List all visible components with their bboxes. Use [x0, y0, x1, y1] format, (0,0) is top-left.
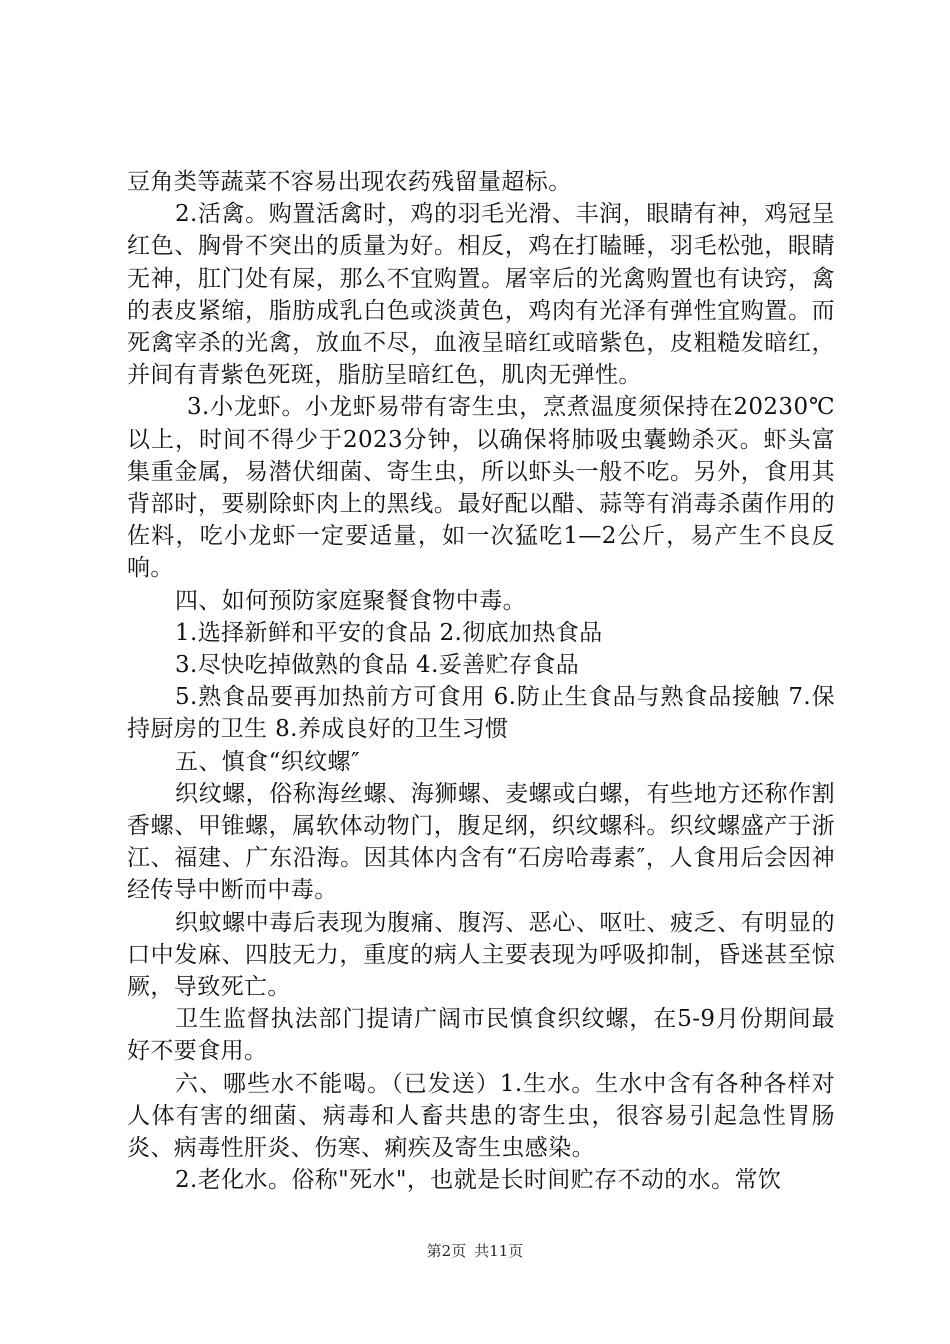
- heading-nassarius: 五、慎食“织纹螺″: [175, 748, 360, 775]
- paragraph-aged-water: 2.老化水。俗称"死水"，也就是长时间贮存不动的水。常饮: [175, 1167, 782, 1194]
- list-line-2: 3.尽快吃掉做熟的食品 4.妥善贮存食品: [175, 652, 580, 679]
- list-line-1: 1.选择新鲜和平安的食品 2.彻底加热食品: [175, 619, 603, 646]
- paragraph-live-poultry: 2.活禽。购置活禽时，鸡的羽毛光滑、丰润，眼睛有神，鸡冠呈红色、胸骨不突出的质量为好。相反，鸡在打瞌睡，羽毛松弛，眼睛无神，肛门处有屎，那么不宜购置。屠宰后的光禽购置也有诀窍，禽的表皮紧缩，脂肪成乳白色或淡黄色，鸡肉有光泽有弹性宜购置。而死禽宰杀的光禽，放血不尽，血液呈暗红或暗紫色，皮粗糙发暗红，并间有青紫色死斑，脂肪呈暗红色，肌肉无弹性。: [127, 201, 835, 389]
- paragraph-vegetables-end: 豆角类等蔬菜不容易出现农药残留量超标。: [127, 169, 572, 195]
- document-body: [127, 166, 835, 1197]
- paragraph-nassarius-advice: 卫生监督执法部门提请广阔市民慎食织纹螺，在5-9月份期间最好不要食用。: [127, 1006, 835, 1065]
- paragraph-nassarius-symptoms: 织蚊螺中毒后表现为腹痛、腹泻、恶心、呕吐、疲乏、有明显的口中发麻、四肢无力，重度的病人主要表现为呼吸抑制，昏迷甚至惊厥，导致死亡。: [127, 909, 835, 1001]
- paragraph-crayfish: 3.小龙虾。小龙虾易带有寄生虫，烹煮温度须保持在20230℃以上，时间不得少于2023分钟，以确保将肺吸虫囊蚴杀灭。虾头富集重金属，易潜伏细菌、寄生虫，所以虾头一般不吃。另外，食用其背部时，要剔除虾肉上的黑线。最好配以醋、蒜等有消毒杀菌作用的佐料，吃小龙虾一定要适量，如一次猛吃1—2公斤，易产生不良反响。: [127, 394, 835, 582]
- paragraph-nassarius-intro: 织纹螺，俗称海丝螺、海狮螺、麦螺或白螺，有些地方还称作割香螺、甲锥螺，属软体动物门，腹足纲，织纹螺科。织纹螺盛产于浙江、福建、广东沿海。因其体内含有“石房哈毒素″，人食用后会因神经传导中断而中毒。: [127, 780, 835, 904]
- page-footer: [0, 1240, 950, 1261]
- page-total: 共11页: [474, 1242, 524, 1260]
- paragraph-undrinkable-water: 六、哪些水不能喝。（已发送）1.生水。生水中含有各种各样对人体有害的细菌、病毒和人畜共患的寄生虫，很容易引起急性胃肠炎、病毒性肝炎、伤寒、痢疾及寄生虫感染。: [127, 1070, 835, 1162]
- heading-prevent-food-poisoning: 四、如何预防家庭聚餐食物中毒。: [175, 587, 526, 614]
- list-line-3: 5.熟食品要再加热前方可食用 6.防止生食品与熟食品接触 7.保持厨房的卫生 8.养成良好的卫生习惯: [127, 684, 835, 743]
- page-number: 第2页: [426, 1242, 467, 1260]
